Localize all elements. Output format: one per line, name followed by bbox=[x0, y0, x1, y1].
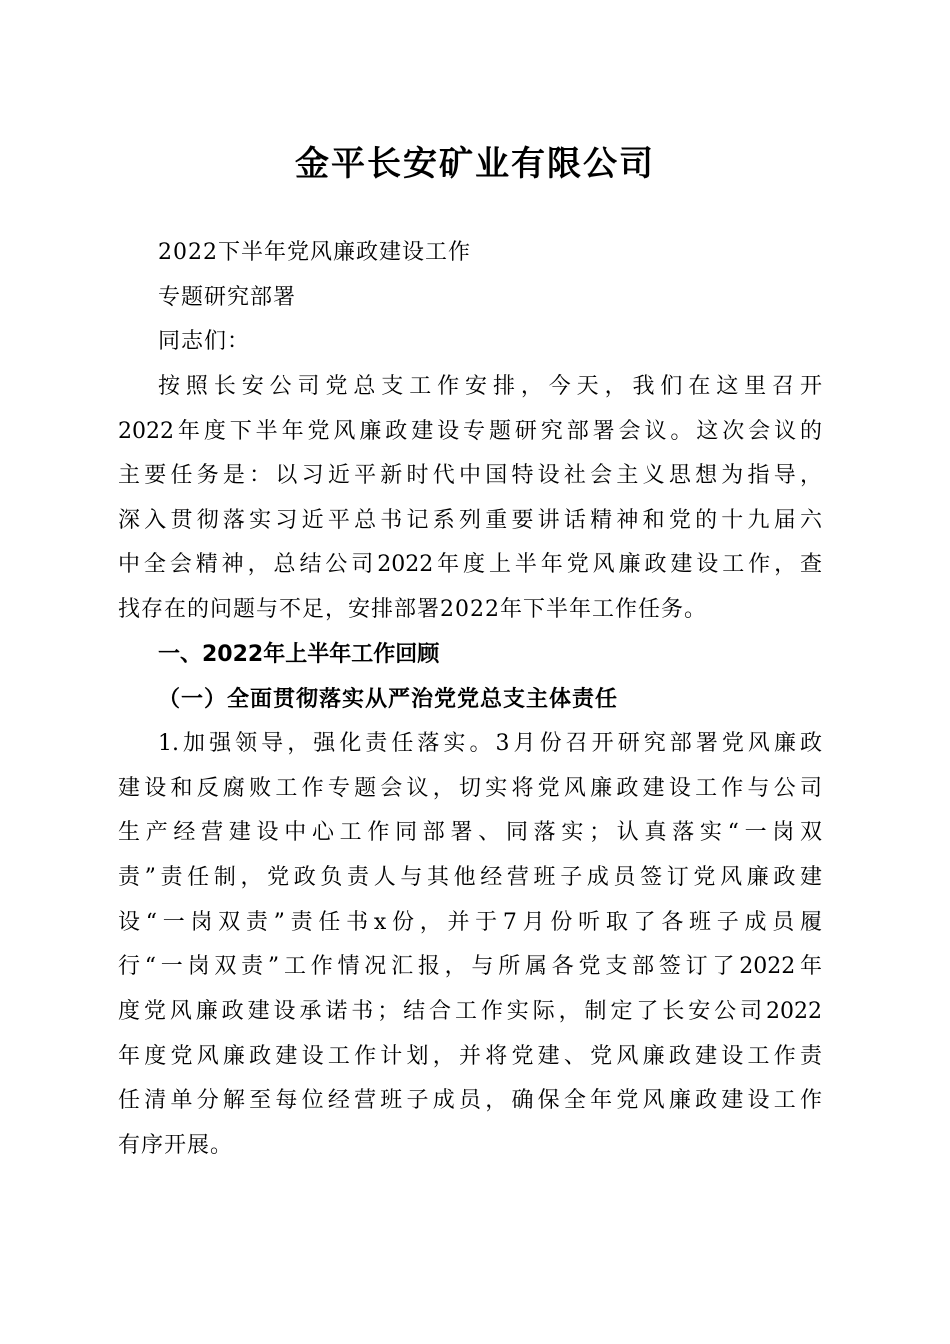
document-title: 金平长安矿业有限公司 bbox=[295, 144, 655, 184]
paragraph-line: 度党风廉政建设承诺书；结合工作实际，制定了长安公司2022 bbox=[118, 998, 822, 1024]
paragraph-line: 任清单分解至每位经营班子成员，确保全年党风廉政建设工作 bbox=[118, 1088, 822, 1114]
paragraph-line: 深入贯彻落实习近平总书记系列重要讲话精神和党的十九届六 bbox=[118, 507, 822, 533]
paragraph-line: 找存在的问题与不足，安排部署2022年下半年工作任务。 bbox=[118, 597, 707, 623]
section-heading: 一、2022年上半年工作回顾 bbox=[158, 641, 440, 667]
paragraph-line: 中全会精神，总结公司2022年度上半年党风廉政建设工作，查 bbox=[118, 552, 822, 578]
document-body bbox=[118, 231, 822, 1168]
paragraph-line: 年度党风廉政建设工作计划，并将党建、党风廉政建设工作责 bbox=[118, 1043, 822, 1069]
paragraph-line: 2022年度下半年党风廉政建设专题研究部署会议。这次会议的 bbox=[118, 418, 822, 444]
paragraph-line: 生产经营建设中心工作同部署、同落实；认真落实“一岗双 bbox=[118, 820, 822, 846]
paragraph-line: 行“一岗双责”工作情况汇报，与所属各党支部签订了2022年 bbox=[118, 954, 822, 980]
salutation: 同志们： bbox=[158, 329, 251, 355]
paragraph-line: 1.加强领导，强化责任落实。3月份召开研究部署党风廉政 bbox=[158, 731, 822, 757]
paragraph-line: 建设和反腐败工作专题会议，切实将党风廉政建设工作与公司 bbox=[118, 775, 822, 801]
paragraph-line: 设“一岗双责”责任书x份，并于7月份听取了各班子成员履 bbox=[118, 909, 822, 935]
paragraph-line: 主要任务是：以习近平新时代中国特设社会主义思想为指导， bbox=[118, 463, 822, 489]
paragraph-line: 按照长安公司党总支工作安排，今天，我们在这里召开 bbox=[158, 373, 822, 399]
paragraph-line: 有序开展。 bbox=[118, 1132, 234, 1158]
subtitle-line-1: 2022下半年党风廉政建设工作 bbox=[158, 240, 471, 265]
paragraph-line: 责”责任制，党政负责人与其他经营班子成员签订党风廉政建 bbox=[118, 864, 822, 890]
subsection-heading: （一）全面贯彻落实从严治党党总支主体责任 bbox=[158, 686, 619, 713]
subtitle-line-2: 专题研究部署 bbox=[158, 284, 297, 310]
